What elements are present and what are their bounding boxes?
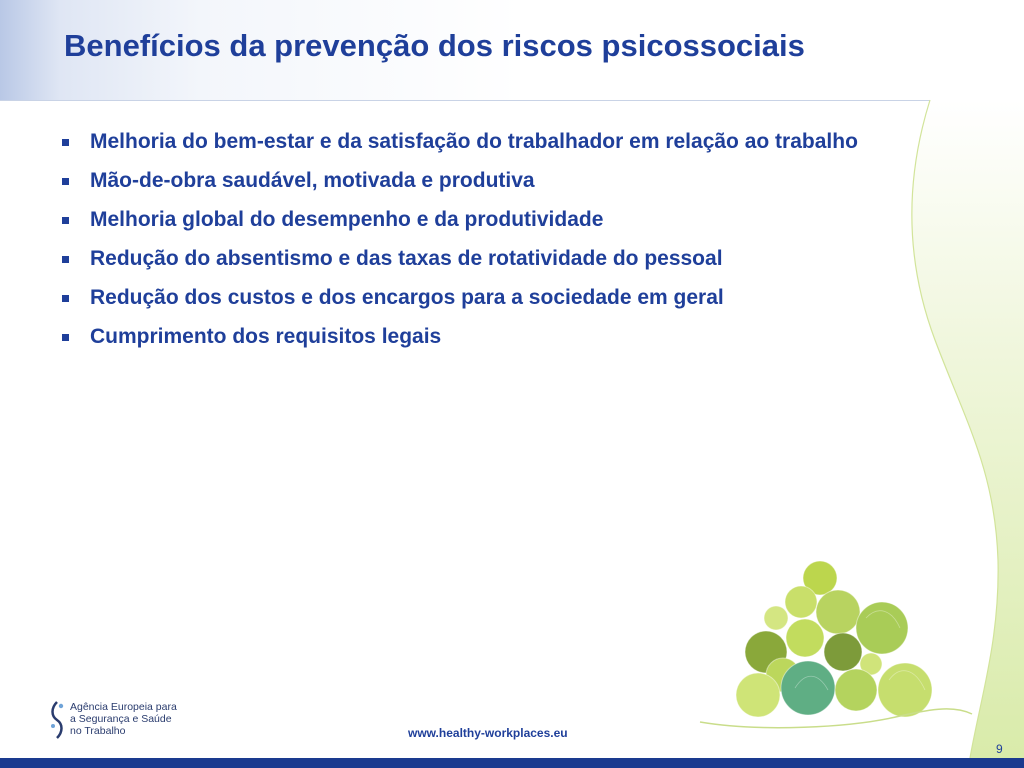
eu-osha-logo-icon bbox=[48, 700, 68, 740]
bullet-text: Melhoria global do desempenho e da produtividade bbox=[90, 208, 604, 231]
agency-name-line: no Trabalho bbox=[70, 725, 126, 737]
website-link[interactable]: www.healthy-workplaces.eu bbox=[408, 726, 568, 740]
agency-name-line: Agência Europeia para bbox=[70, 701, 177, 713]
bullet-text: Melhoria do bem-estar e da satisfação do trabalhador em relação ao trabalho bbox=[90, 130, 858, 153]
bullet-text: Mão-de-obra saudável, motivada e produtiva bbox=[90, 169, 535, 192]
agency-logo[interactable] bbox=[48, 700, 218, 742]
bullet-text: Redução dos custos e dos encargos para a sociedade em geral bbox=[90, 286, 724, 309]
bullet-text: Cumprimento dos requisitos legais bbox=[90, 325, 442, 348]
agency-name bbox=[70, 701, 177, 737]
bullet-text: Redução do absentismo e das taxas de rotatividade do pessoal bbox=[90, 247, 723, 270]
slide-title: Benefícios da prevenção dos riscos psicossociais bbox=[64, 28, 805, 63]
agency-name-line: a Segurança e Saúde bbox=[70, 713, 172, 725]
page-number: 9 bbox=[996, 742, 1003, 756]
bottom-bar bbox=[0, 758, 1024, 768]
